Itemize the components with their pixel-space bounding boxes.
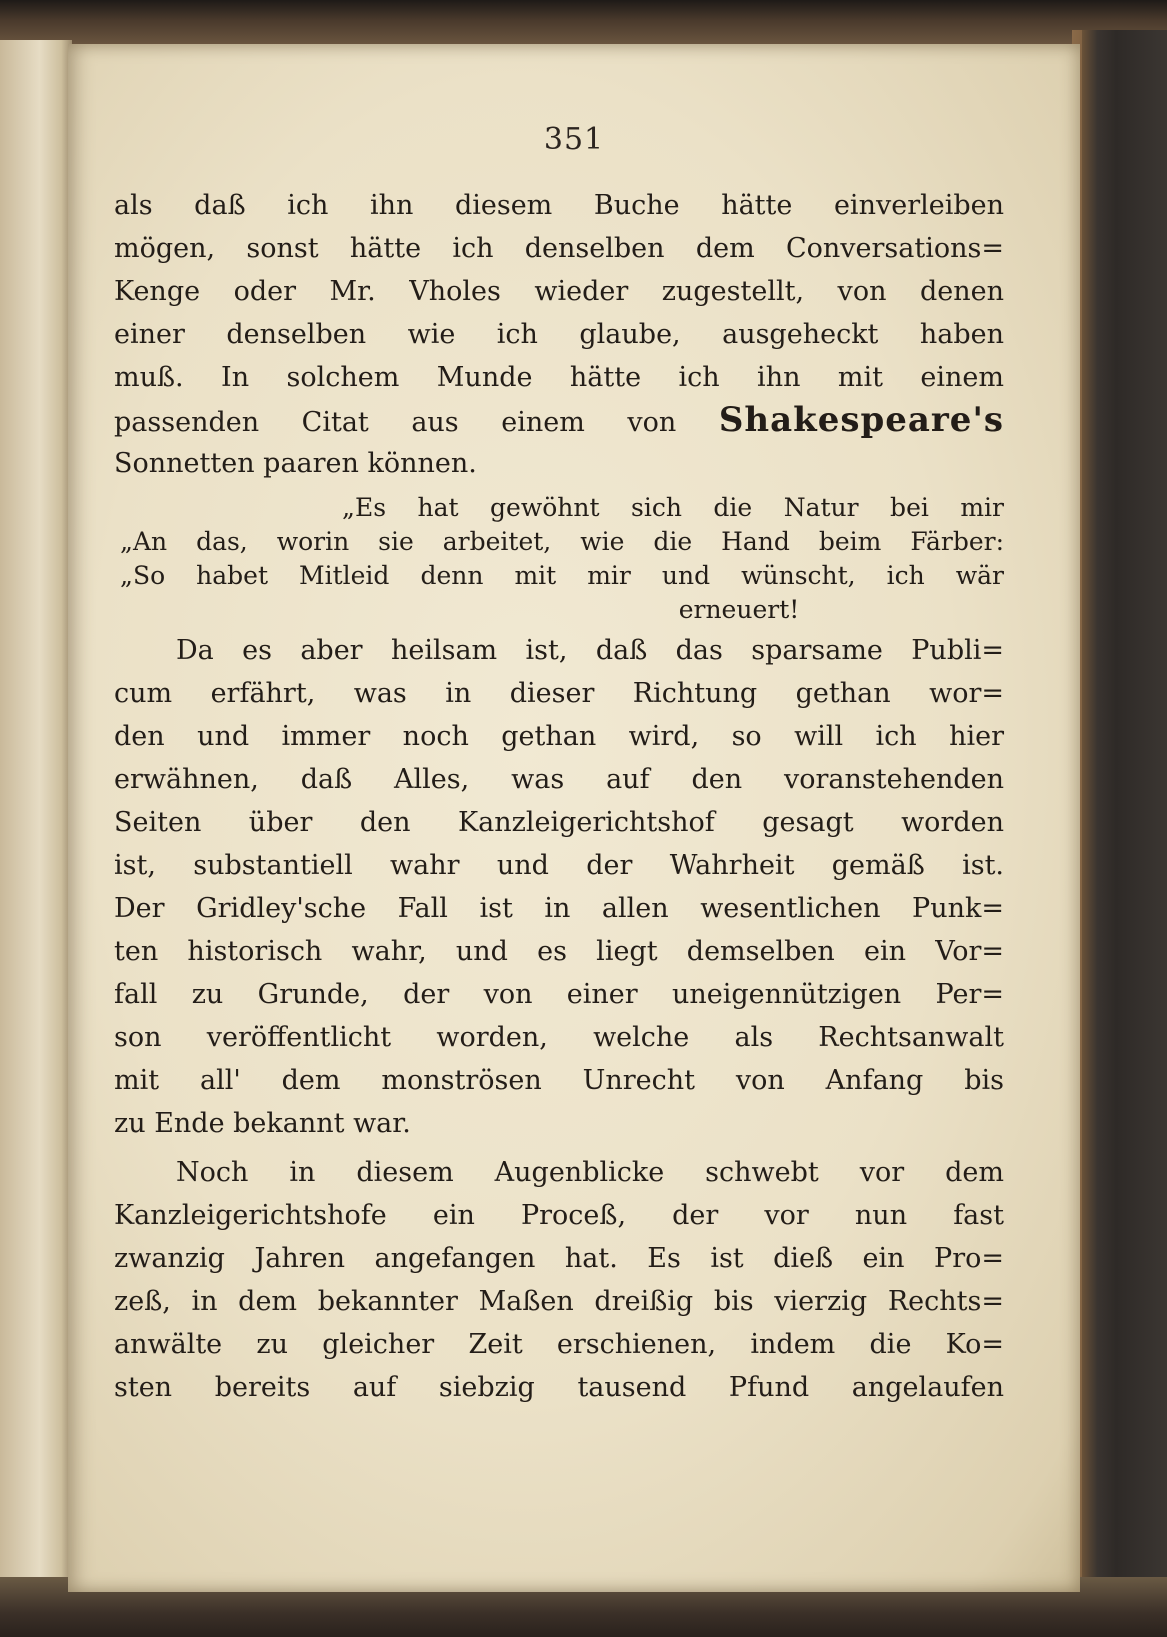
text-line: muß. In solchem Munde hätte ich ihn mit einem — [114, 362, 1004, 393]
text-line: ten historisch wahr, und es liegt demselben ein Vor= — [114, 936, 1004, 967]
text-line: zwanzig Jahren angefangen hat. Es ist dieß ein Pro= — [114, 1243, 1004, 1274]
text-line: erwähnen, daß Alles, was auf den voranstehenden — [114, 764, 1004, 795]
text-line: anwälte zu gleicher Zeit erschienen, indem die Ko= — [114, 1329, 1004, 1360]
text-line: zeß, in dem bekannter Maßen dreißig bis vierzig Rechts= — [114, 1286, 1004, 1317]
text-line: mögen, sonst hätte ich denselben dem Conversations= — [114, 233, 1004, 264]
text-line: zu Ende bekannt war. — [114, 1108, 411, 1139]
quote-line: „Es hat gewöhnt sich die Natur bei mir — [342, 493, 1004, 522]
page-number: 351 — [543, 122, 605, 157]
quote-line: „An das, worin sie arbeitet, wie die Hand beim Färber: — [120, 527, 1004, 556]
quote-line: „So habet Mitleid denn mit mir und wünscht, ich wär — [120, 561, 1004, 590]
text-line: Noch in diesem Augenblicke schwebt vor dem — [176, 1157, 1004, 1188]
text-line: Kanzleigerichtshofe ein Proceß, der vor nun fast — [114, 1200, 1004, 1231]
page-text — [114, 184, 1004, 1409]
shakespeare-name: Shakespeare's — [718, 400, 1004, 440]
text-fragment: passenden Citat aus einem von — [114, 407, 677, 438]
text-line — [114, 399, 1004, 442]
text-line: Sonnetten paaren können. — [114, 448, 477, 479]
text-line: mit all' dem monströsen Unrecht von Anfang bis — [114, 1065, 1004, 1096]
text-line: einer denselben wie ich glaube, ausgeheckt haben — [114, 319, 1004, 350]
left-page-edge — [0, 40, 72, 1637]
text-line: Kenge oder Mr. Vholes wieder zugestellt, von denen — [114, 276, 1004, 307]
text-line: Seiten über den Kanzleigerichtshof gesagt worden — [114, 807, 1004, 838]
text-line: ist, substantiell wahr und der Wahrheit gemäß ist. — [114, 850, 1004, 881]
book-cover-right — [1082, 30, 1167, 1637]
text-line: son veröffentlicht worden, welche als Rechtsanwalt — [114, 1022, 1004, 1053]
printed-page — [68, 44, 1080, 1592]
quote-line: erneuert! — [678, 595, 800, 624]
sonnet-quote — [114, 491, 1004, 627]
text-line: cum erfährt, was in dieser Richtung gethan wor= — [114, 678, 1004, 709]
text-line: fall zu Grunde, der von einer uneigennützigen Per= — [114, 979, 1004, 1010]
text-line: den und immer noch gethan wird, so will ich hier — [114, 721, 1004, 752]
text-line: Da es aber heilsam ist, daß das sparsame Publi= — [176, 635, 1004, 666]
book-top-edge — [0, 0, 1167, 46]
text-line: als daß ich ihn diesem Buche hätte einverleiben — [114, 190, 1004, 221]
text-line: Der Gridley'sche Fall ist in allen wesentlichen Punk= — [114, 893, 1004, 924]
text-line: sten bereits auf siebzig tausend Pfund angelaufen — [114, 1372, 1004, 1403]
